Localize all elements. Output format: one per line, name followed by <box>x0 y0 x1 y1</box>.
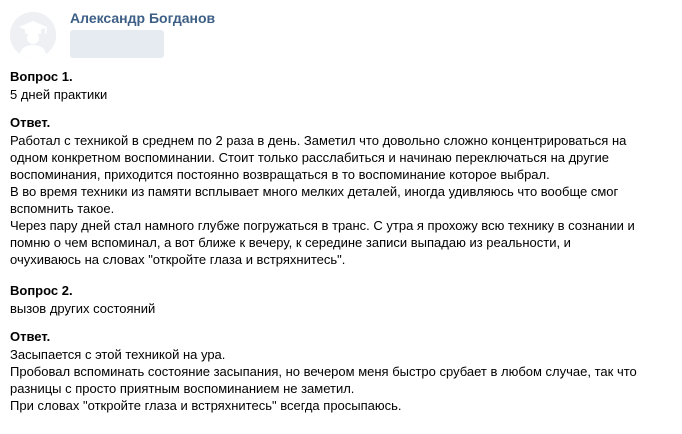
question-label: Вопрос 2. <box>10 283 73 298</box>
question-label: Вопрос 1. <box>10 69 73 84</box>
answer-line: разницы с просто приятным воспоминанием не заметил. <box>10 381 355 396</box>
post-header <box>10 8 670 62</box>
answer-line: Через пару дней стал намного глубже погружаться в транс. С утра я прохожу всю технику в сознании и <box>10 218 635 233</box>
answer-text <box>10 346 676 414</box>
answer-line: одном конкретном воспоминании. Стоит только расслабиться и начинаю переключаться на другие <box>10 150 609 165</box>
question-block-2 <box>10 282 676 414</box>
answer-line: Пробовал вспоминать состояние засыпания, но вечером меня быстро срубает в любом случае, так что <box>10 364 637 379</box>
answer-line: очухиваюсь на словах "откройте глаза и встряхнитесь". <box>10 252 346 267</box>
author-name[interactable]: Александр Богданов <box>70 10 216 26</box>
answer-text <box>10 132 676 268</box>
avatar[interactable] <box>10 12 56 58</box>
answer-line: Засыпается с этой техникой на ура. <box>10 347 226 362</box>
question-text: 5 дней практики <box>10 87 108 102</box>
answer-line: помню о чем вспоминал, а вот ближе к вечеру, к середине записи выпадаю из реальности, и <box>10 235 571 250</box>
answer-line: вспомнить такое. <box>10 201 115 216</box>
question-block-1 <box>10 68 676 268</box>
author-subtitle-placeholder <box>70 30 164 58</box>
question-text: вызов других состояний <box>10 301 156 316</box>
answer-label: Ответ. <box>10 329 51 344</box>
answer-line: В во время техники из памяти всплывает много мелких деталей, иногда удивляюсь что вообще смог <box>10 184 619 199</box>
answer-line: Работал с техникой в среднем по 2 раза в день. Заметил что довольно сложно концентрироваться на <box>10 133 627 148</box>
answer-line: воспоминания, приходится постоянно возвращаться в то воспоминание которое выбрал. <box>10 167 550 182</box>
post-content <box>10 68 676 414</box>
graduate-avatar-icon <box>10 12 56 58</box>
answer-line: При словах "откройте глаза и встряхнитесь" всегда просыпаюсь. <box>10 398 402 413</box>
answer-label: Ответ. <box>10 115 51 130</box>
